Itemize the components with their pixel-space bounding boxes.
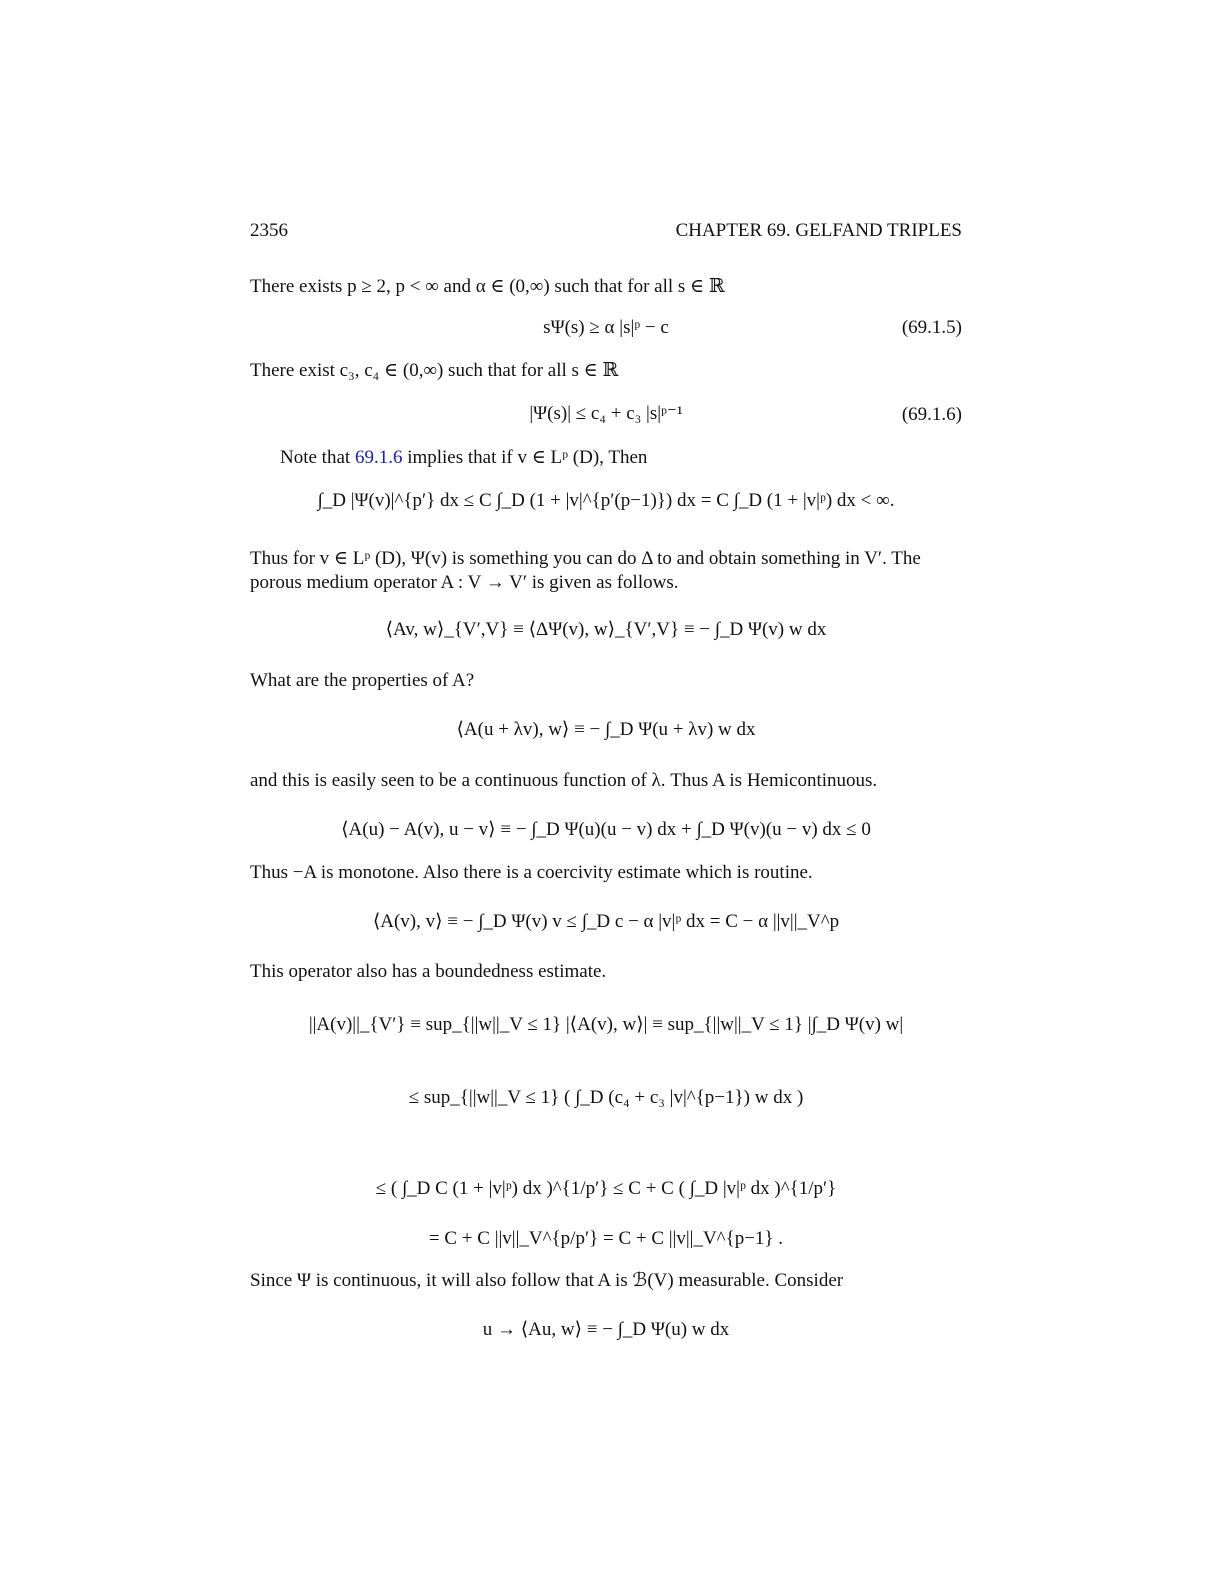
paragraph-3 <box>250 446 962 470</box>
paragraph-4: Thus for v ∈ Lᵖ (D), Ψ(v) is something you can do Δ to and obtain something in V′. The porous medium operator A : V → V′ is given as follows. <box>250 548 921 593</box>
paragraph-6: and this is easily seen to be a continuous function of λ. Thus A is Hemicontinuous. <box>250 770 878 791</box>
paragraph-2: There exist c₃, c₄ ∈ (0,∞) such that for all s ∈ ℝ <box>250 360 619 381</box>
page-number: 2356 <box>250 220 288 241</box>
equation-integral-bound: ∫_D |Ψ(v)|^{p′} dx ≤ C ∫_D (1 + |v|^{p′(p−1)}) dx = C ∫_D (1 + |v|ᵖ) dx < ∞. <box>317 490 895 511</box>
equation-measurability: u → ⟨Au, w⟩ ≡ − ∫_D Ψ(u) w dx <box>482 1319 730 1340</box>
equation-number-69-1-5: (69.1.5) <box>901 317 962 338</box>
paragraph-8: This operator also has a boundedness estimate. <box>250 961 607 982</box>
paragraph-5: What are the properties of A? <box>250 670 475 691</box>
equation-coercivity: ⟨A(v), v⟩ ≡ − ∫_D Ψ(v) v ≤ ∫_D c − α |v|ᵖ dx = C − α ||v||_V^p <box>372 911 840 932</box>
equation-reference-link[interactable]: 69.1.6 <box>354 447 403 468</box>
paragraph-3-text-b: implies that if v ∈ Lᵖ (D), Then <box>402 447 648 468</box>
equation-69-1-6: |Ψ(s)| ≤ c₄ + c₃ |s|ᵖ⁻¹ <box>529 403 683 424</box>
paragraph-1: There exists p ≥ 2, p < ∞ and α ∈ (0,∞) such that for all s ∈ ℝ <box>250 276 725 297</box>
paragraph-9: Since Ψ is continuous, it will also follow that A is ℬ(V) measurable. Consider <box>250 1270 844 1291</box>
chapter-title: CHAPTER 69. GELFAND TRIPLES <box>675 220 962 241</box>
equation-bound-line-4: = C + C ||v||_V^{p/p′} = C + C ||v||_V^{p−1} . <box>428 1228 784 1249</box>
equation-69-1-5: sΨ(s) ≥ α |s|ᵖ − c <box>543 317 669 338</box>
equation-bound-line-2: ≤ sup_{||w||_V ≤ 1} ( ∫_D (c₄ + c₃ |v|^{p−1}) w dx ) <box>408 1087 804 1108</box>
paragraph-3-text-a: Note that <box>280 447 355 468</box>
equation-number-69-1-6: (69.1.6) <box>901 404 962 425</box>
equation-operator-definition: ⟨Av, w⟩_{V′,V} ≡ ⟨ΔΨ(v), w⟩_{V′,V} ≡ − ∫_D Ψ(v) w dx <box>385 619 827 640</box>
paragraph-7: Thus −A is monotone. Also there is a coercivity estimate which is routine. <box>250 862 813 883</box>
equation-bound-line-1: ||A(v)||_{V′} ≡ sup_{||w||_V ≤ 1} |⟨A(v), w⟩| ≡ sup_{||w||_V ≤ 1} |∫_D Ψ(v) w| <box>308 1014 904 1035</box>
equation-monotone: ⟨A(u) − A(v), u − v⟩ ≡ − ∫_D Ψ(u)(u − v) dx + ∫_D Ψ(v)(u − v) dx ≤ 0 <box>341 819 871 840</box>
running-head <box>250 220 962 242</box>
equation-bound-line-3: ≤ ( ∫_D C (1 + |v|ᵖ) dx )^{1/p′} ≤ C + C ( ∫_D |v|ᵖ dx )^{1/p′} <box>375 1178 837 1199</box>
equation-hemicontinuity: ⟨A(u + λv), w⟩ ≡ − ∫_D Ψ(u + λv) w dx <box>456 719 756 740</box>
